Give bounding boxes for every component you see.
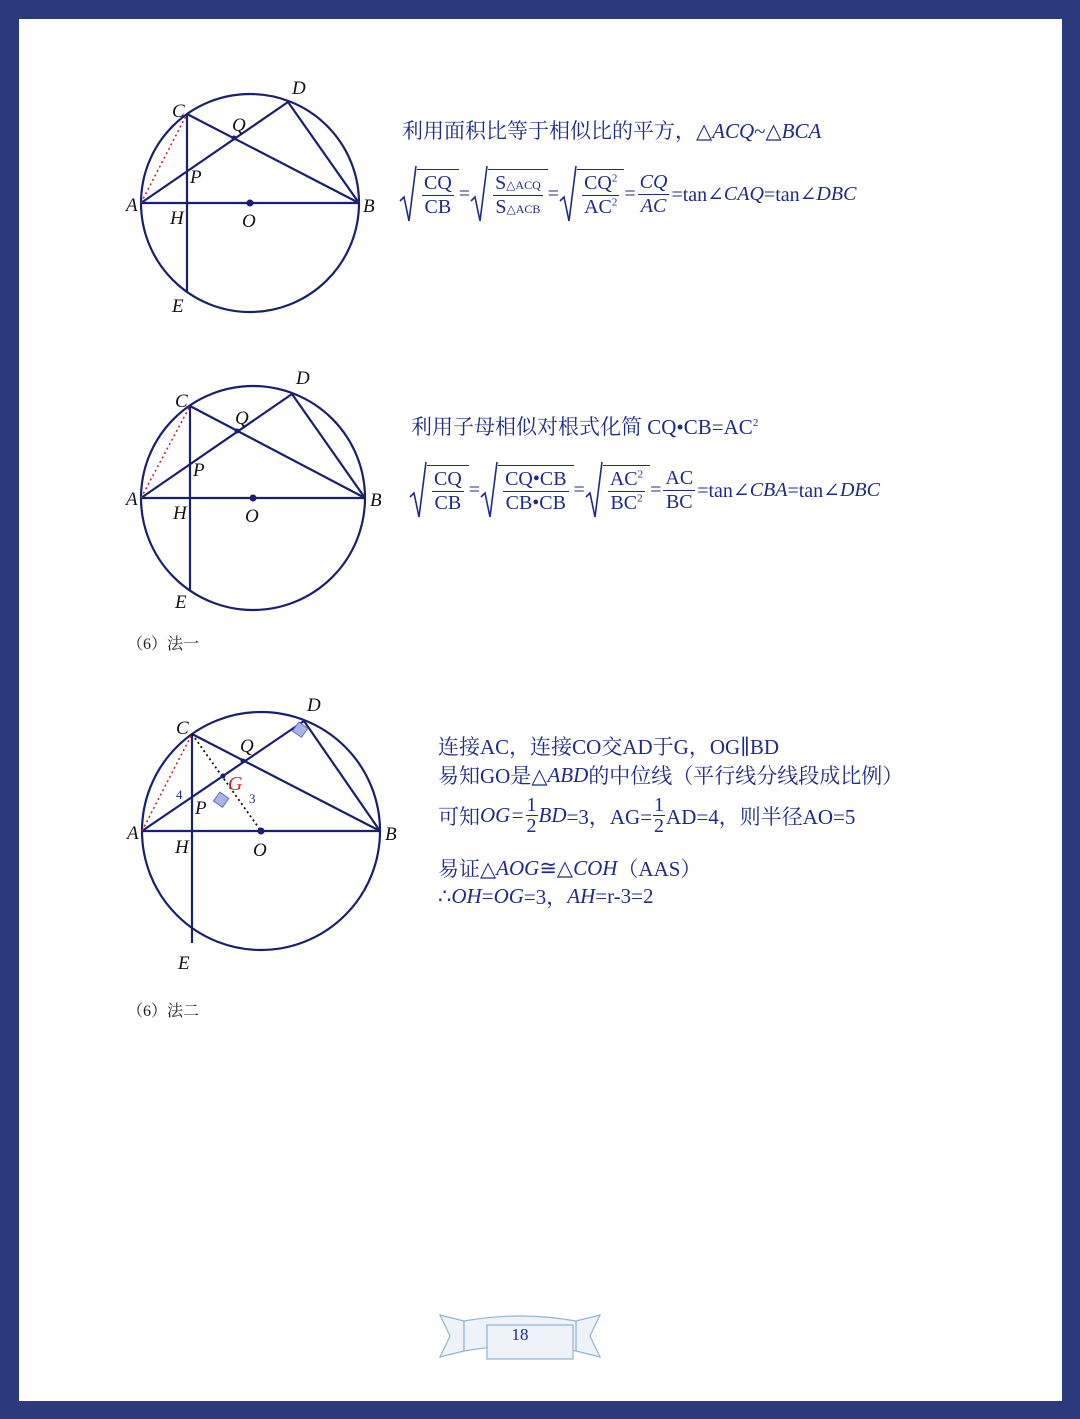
page-number: 18: [511, 1325, 529, 1344]
label-b: B: [370, 490, 382, 511]
segment-cb: [190, 406, 365, 498]
caption-method-2: （6）法二: [127, 1003, 200, 1020]
segment-cb: [187, 114, 359, 203]
segment-og-length: 3: [249, 791, 256, 806]
label-o: O: [242, 211, 256, 232]
segment-cb: [192, 734, 380, 831]
label-d: D: [307, 695, 321, 716]
label-p: P: [193, 460, 205, 481]
label-p: P: [195, 798, 207, 819]
segment-db: [288, 102, 359, 203]
dotted-ac: [141, 406, 190, 498]
label-e: E: [172, 296, 184, 317]
label-a: A: [127, 823, 139, 844]
caption-method-1: （6）法一: [127, 636, 200, 653]
label-q: Q: [235, 408, 249, 429]
label-e: E: [178, 953, 190, 974]
segment-ag-length: 4: [176, 787, 183, 802]
center-dot: [250, 495, 257, 502]
section3-line5: ∴ OH = OG =3， AH =r-3=2: [438, 883, 654, 909]
section3-text: [438, 731, 1038, 911]
radical: $\frac{CQ}{CB}$: [399, 165, 459, 223]
dotted-ac: [142, 734, 192, 831]
center-dot: [258, 828, 265, 835]
label-d: D: [292, 78, 306, 99]
section2-heading: 利用子母相似对根式化简 $CQ•CB=AC^2$: [411, 415, 759, 439]
section2-formula: $\frac{CQ}{CB}$ = $\frac{CQ•CB}{CB•CB}$ = $\frac{AC^2}{BC^2}$ = $\frac{AC}{BC}$ =tan∠ CBA =tan∠ DBC: [409, 461, 880, 519]
page-number-ribbon: [420, 1307, 620, 1367]
label-g: G: [228, 773, 243, 795]
dotted-ac: [141, 114, 187, 203]
label-c: C: [172, 101, 185, 122]
label-b: B: [385, 824, 397, 845]
geometry-figure-1: [124, 59, 394, 329]
label-o: O: [245, 506, 259, 527]
radical: $\frac{CQ^2}{AC^2}$: [559, 165, 624, 223]
label-h: H: [175, 837, 189, 858]
segment-ad: [141, 102, 288, 203]
radical: $\frac{\text{S△ACQ}}{\text{S△ACB}}$: [470, 165, 548, 223]
section3-line2: 易知GO是△ ABD 的中位线（平行线分线段成比例）: [438, 762, 904, 788]
point-q-dot: [232, 136, 237, 141]
segment-ad: [141, 394, 292, 498]
label-c: C: [176, 718, 189, 739]
geometry-figure-3: [124, 691, 414, 981]
label-c: C: [175, 391, 188, 412]
label-q: Q: [240, 736, 254, 757]
section1-heading: 利用面积比等于相似比的平方，△ACQ~△BCA: [402, 119, 822, 143]
page: [19, 19, 1062, 1401]
right-angle-mark-g: [213, 792, 228, 807]
segment-db: [304, 721, 380, 831]
center-dot: [247, 200, 254, 207]
segment-db: [292, 394, 365, 498]
label-d: D: [296, 368, 310, 389]
label-h: H: [170, 208, 184, 229]
section3-line3: 可知 OG= $\frac{1}{2}$ BD =3，AG= $\frac{1}{2}$ AD=4，则半径AO=5: [438, 794, 856, 837]
section1-formula: $\frac{CQ}{CB}$ = $\frac{\text{S△ACQ}}{\text{S△ACB}}$ = $\frac{CQ^2}{AC^2}$ = $\frac{CQ}{AC}$ =tan∠ CAQ =tan∠ DBC: [399, 165, 856, 223]
label-b: B: [363, 196, 375, 217]
label-h: H: [173, 503, 187, 524]
radical: $\frac{CQ}{CB}$: [409, 461, 469, 519]
radical: $\frac{AC^2}{BC^2}$: [585, 461, 650, 519]
label-a: A: [126, 195, 138, 216]
section3-line4: 易证△ AOG ≅△ COH （AAS）: [438, 855, 702, 881]
geometry-figure-2: [124, 349, 404, 619]
label-p: P: [190, 167, 202, 188]
label-q: Q: [232, 115, 246, 136]
radical: $\frac{CQ•CB}{CB•CB}$: [480, 461, 573, 519]
section3-line1: 连接AC，连接CO交AD于G，OG∥BD: [438, 735, 780, 759]
point-g-dot: [221, 774, 226, 779]
label-a: A: [126, 489, 138, 510]
label-o: O: [253, 840, 267, 861]
label-e: E: [175, 592, 187, 613]
point-q-dot: [241, 759, 246, 764]
point-q-dot: [235, 429, 240, 434]
